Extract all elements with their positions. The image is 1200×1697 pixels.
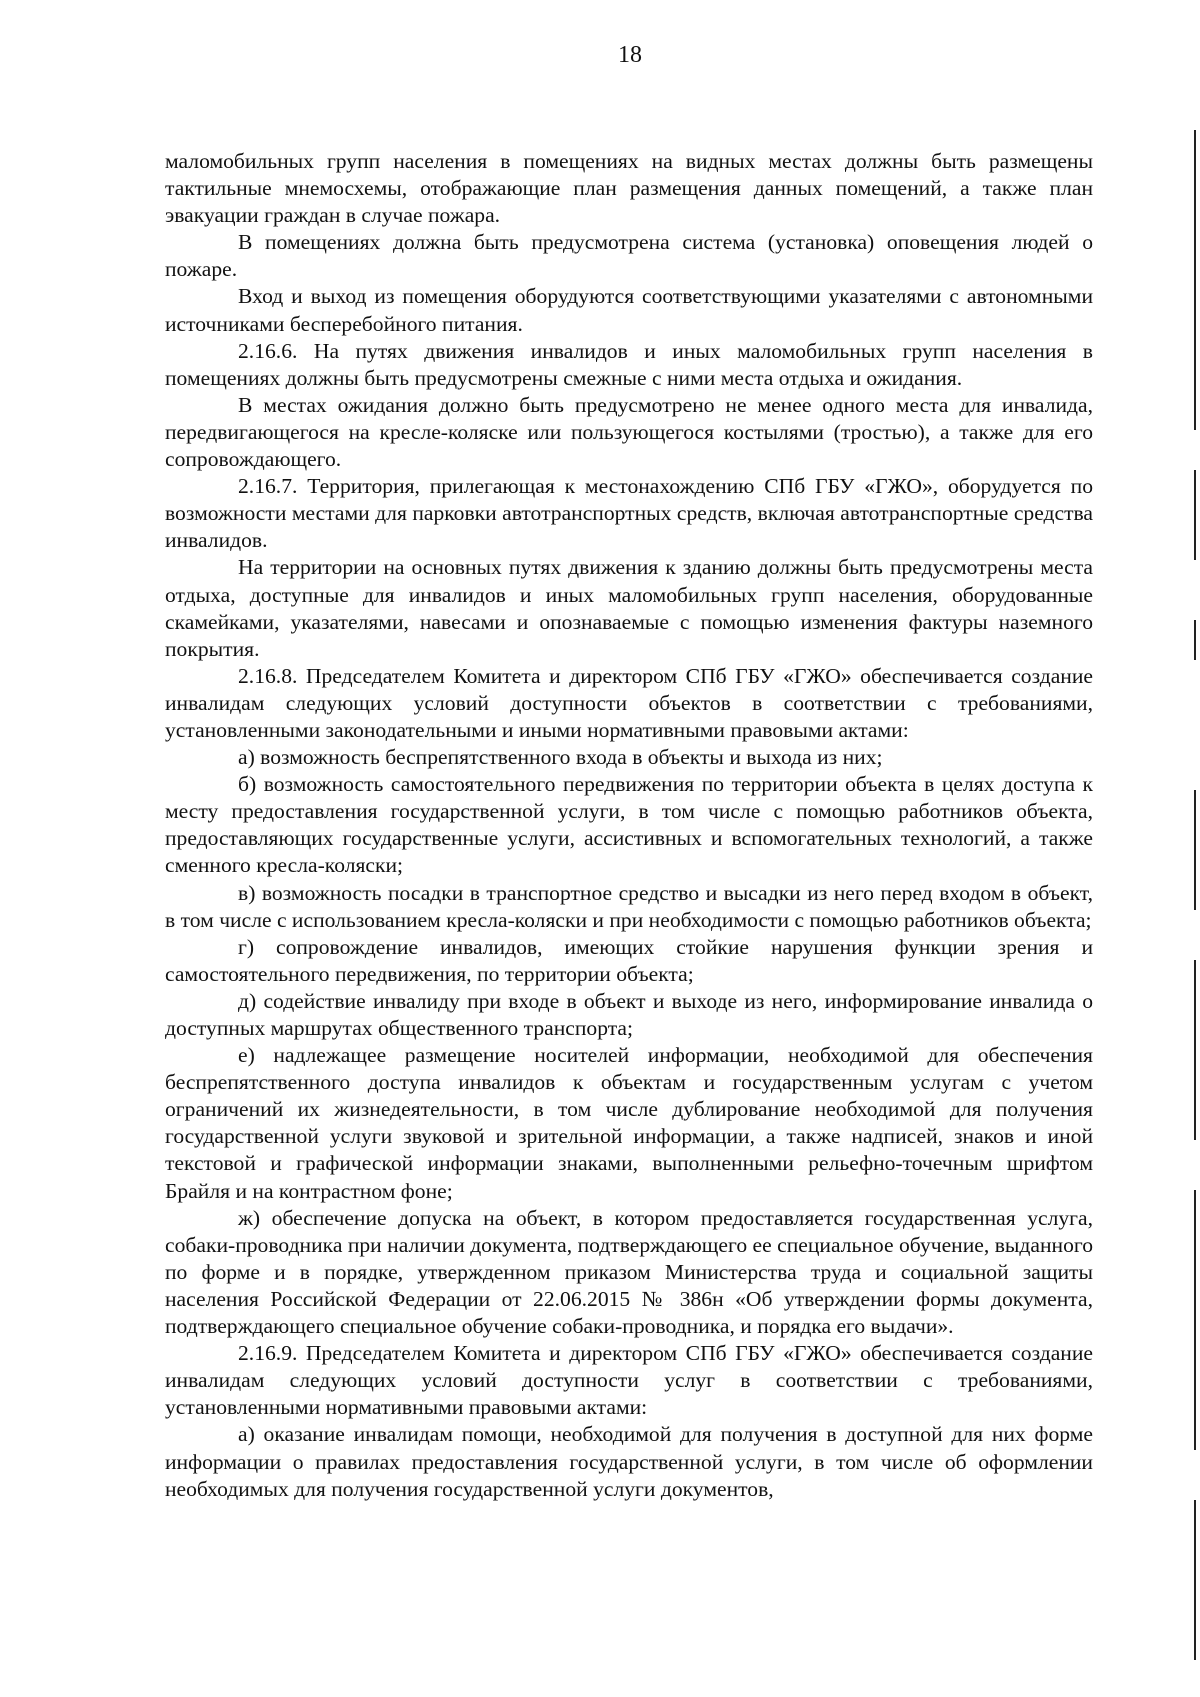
paragraph-section-2-16-9: 2.16.9. Председателем Комитета и директором СПб ГБУ «ГЖО» обеспечивается создание инвалидам следующих условий доступности услуг в соответствии с требованиями, установленными нормативными правовыми актами: [165,1341,1093,1420]
paragraph: На территории на основных путях движения к зданию должны быть предусмотрены места отдыха, доступные для инвалидов и иных маломобильных групп населения, оборудованные скамейками, указателями, навесами и опознаваемые с помощью изменения фактуры наземного покрытия. [165,555,1093,661]
list-item-d: д) содействие инвалиду при входе в объект и выходе из него, информирование инвалида о доступных маршрутах общественного транспорта; [165,988,1093,1040]
scan-edge-artifact [1186,0,1200,1697]
paragraph: В помещениях должна быть предусмотрена система (установка) оповещения людей о пожаре. [165,230,1093,282]
list-item-e: е) надлежащее размещение носителей информации, необходимой для обеспечения беспрепятственного доступа инвалидов к объектам и государственным услугам с учетом ограничений их жизнедеятельности, в том числе дублирование необходимой для получения государственной услуги звуковой и зрительной информации, а также надписей, знаков и иной текстовой и графической информации знаками, выполненными рельефно-точечным шрифтом Брайля и на контрастном фоне; [165,1043,1093,1203]
list-item-v: в) возможность посадки в транспортное средство и высадки из него перед входом в объект, в том числе с использованием кресла-коляски и при необходимости с помощью работников объекта; [165,880,1093,932]
list-item-a: а) возможность беспрепятственного входа в объекты и выхода из них; [238,745,883,770]
page-number: 18 [618,42,642,68]
list-item-zh: ж) обеспечение допуска на объект, в котором предоставляется государственная услуга, собаки-проводника при наличии документа, подтверждающего ее специальное обучение, выданного по форме и в порядке, утвержденном приказом Министерства труда и социальной защиты населения Российской Федерации от 22.06.2015 № 386н «Об утверждении формы документа, подтверждающего специальное обучение собаки-проводника, и порядка его выдачи». [165,1205,1093,1339]
paragraph-section-2-16-6: 2.16.6. На путях движения инвалидов и иных маломобильных групп населения в помещениях должны быть предусмотрены смежные с ними места отдыха и ожидания. [165,338,1093,390]
document-body [165,148,1093,1503]
list-item-g: г) сопровождение инвалидов, имеющих стойкие нарушения функции зрения и самостоятельного передвижения, по территории объекта; [165,934,1093,986]
paragraph-section-2-16-8: 2.16.8. Председателем Комитета и директором СПб ГБУ «ГЖО» обеспечивается создание инвалидам следующих условий доступности объектов в соответствии с требованиями, установленными законодательными и иными нормативными правовыми актами: [165,663,1093,742]
paragraph: В местах ожидания должно быть предусмотрено не менее одного места для инвалида, передвигающегося на кресле-коляске или пользующегося костылями (тростью), а также для его сопровождающего. [165,392,1093,472]
paragraph: маломобильных групп населения в помещениях на видных местах должны быть размещены тактильные мнемосхемы, отображающие план размещения данных помещений, а также план эвакуации граждан в случае пожара. [165,149,1093,228]
paragraph: Вход и выход из помещения оборудуются соответствующими указателями с автономными источниками бесперебойного питания. [165,284,1093,336]
paragraph-section-2-16-7: 2.16.7. Территория, прилегающая к местонахождению СПб ГБУ «ГЖО», оборудуется по возможности местами для парковки автотранспортных средств, включая автотранспортные средства инвалидов. [165,474,1093,553]
list-item-a: а) оказание инвалидам помощи, необходимой для получения в доступной для них форме информации о правилах предоставления государственной услуги, в том числе об оформлении необходимых для получения государственной услуги документов, [165,1422,1093,1501]
list-item-b: б) возможность самостоятельного передвижения по территории объекта в целях доступа к месту предоставления государственной услуги, в том числе с помощью работников объекта, предоставляющих государственные услуги, ассистивных и вспомогательных технологий, а также сменного кресла-коляски; [165,772,1093,878]
